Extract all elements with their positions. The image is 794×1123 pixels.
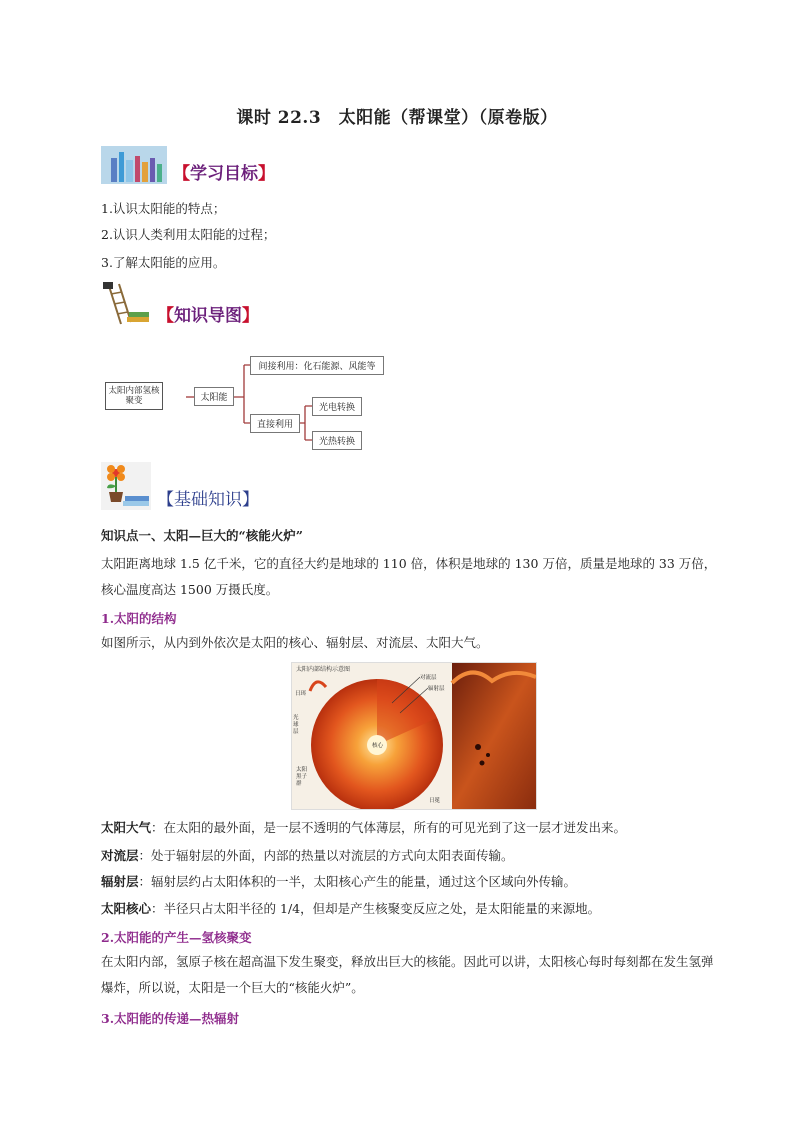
mindmap-direct-node: 直接利用 bbox=[250, 414, 300, 433]
label-sunspot: 太阳黑子群 bbox=[296, 767, 308, 787]
section-basics-header bbox=[101, 462, 259, 510]
knowledge-point-1-heading: 知识点一、太阳—巨大的“核能火炉” bbox=[101, 528, 303, 543]
section-mindmap-header bbox=[101, 282, 259, 326]
flower-pot-icon bbox=[101, 462, 151, 510]
knowledge-intro-paragraph: 太阳距离地球 1.5 亿千米，它的直径大约是地球的 110 倍，体积是地球的 130 万倍，质量是地球的 33 万倍，核心温度高达 1500 万摄氏度。 bbox=[101, 556, 717, 597]
section-mindmap-title: 【知识导图】 bbox=[157, 306, 259, 326]
books-icon bbox=[101, 146, 167, 184]
definition-radiation: 辐射层：辐射层约占太阳体积的一半，太阳核心产生的能量，通过这个区域向外传输。 bbox=[101, 874, 577, 889]
goal-item-2: 2.认识人类利用太阳能的过程； bbox=[101, 227, 276, 242]
subheading-sun-structure: 1.太阳的结构 bbox=[101, 611, 177, 626]
sun-diagram bbox=[292, 663, 536, 809]
subheading-radiation-transfer: 3.太阳能的传递—热辐射 bbox=[101, 1011, 240, 1026]
label-corona: 日冕 bbox=[429, 798, 441, 804]
sun-structure-text: 如图所示，从内到外依次是太阳的核心、辐射层、对流层、太阳大气。 bbox=[101, 635, 489, 650]
mindmap-indirect-node: 间接利用：化石能源、风能等 bbox=[250, 356, 384, 375]
label-convection: 对流层 bbox=[420, 675, 437, 681]
mindmap-root-node: 太阳内部氢核聚变 bbox=[105, 382, 163, 410]
mindmap-leaf-photoelectric: 光电转换 bbox=[312, 397, 362, 416]
label-radiation: 辐射层 bbox=[428, 686, 445, 692]
fusion-paragraph: 在太阳内部，氢原子核在超高温下发生聚变，释放出巨大的核能。因此可以讲，太阳核心每时每刻都在发生氢弹爆炸，所以说，太阳是一个巨大的“核能火炉”。 bbox=[101, 954, 714, 995]
figure-caption: 太阳内部结构示意图 bbox=[296, 666, 351, 673]
definition-atmosphere: 太阳大气：在太阳的最外面，是一层不透明的气体薄层，所有的可见光到了这一层才迸发出来。 bbox=[101, 820, 627, 835]
sun-structure-figure bbox=[291, 662, 537, 810]
subheading-fusion: 2.太阳能的产生—氢核聚变 bbox=[101, 930, 252, 945]
ladder-books-icon bbox=[101, 282, 151, 326]
goal-item-3: 3.了解太阳能的应用。 bbox=[101, 255, 226, 270]
mindmap-leaf-photothermal: 光热转换 bbox=[312, 431, 362, 450]
mindmap-center-node: 太阳能 bbox=[194, 387, 234, 406]
section-goals-header bbox=[101, 146, 275, 184]
definition-core: 太阳核心：半径只占太阳半径的 1/4，但却是产生核聚变反应之处，是太阳能量的来源地。 bbox=[101, 901, 601, 916]
label-photosphere: 光球层 bbox=[293, 715, 299, 735]
page-title: 课时 22.3 太阳能（帮课堂）（原卷版） bbox=[236, 108, 558, 128]
section-basics-title: 【基础知识】 bbox=[157, 490, 259, 510]
label-core: 核心 bbox=[372, 743, 384, 749]
label-prominence: 日珥 bbox=[295, 691, 307, 697]
goal-item-1: 1.认识太阳能的特点； bbox=[101, 201, 226, 216]
definition-convection: 对流层：处于辐射层的外面，内部的热量以对流层的方式向太阳表面传输。 bbox=[101, 848, 514, 863]
section-goals-title: 【学习目标】 bbox=[173, 164, 275, 184]
